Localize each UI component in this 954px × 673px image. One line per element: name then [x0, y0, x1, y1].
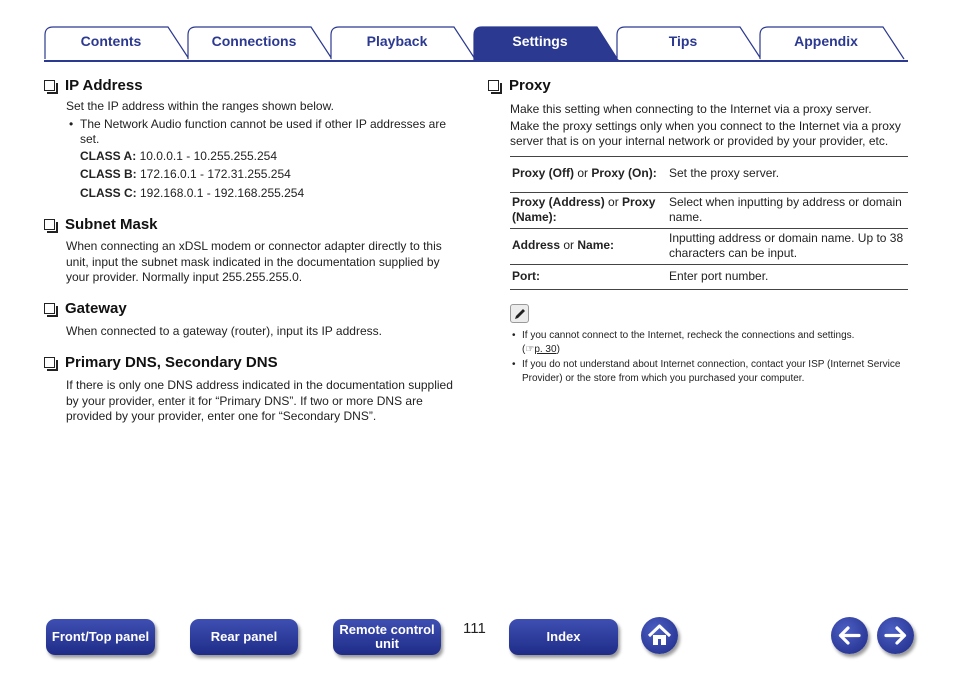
class-range: 10.0.0.1 - 10.255.255.254	[136, 148, 278, 163]
tab-playback[interactable]	[330, 26, 478, 60]
section-dns	[44, 351, 454, 425]
section-title: Subnet Mask	[65, 215, 158, 233]
section-title: IP Address	[65, 76, 143, 94]
section-heading	[488, 74, 910, 96]
tab-contents[interactable]	[44, 26, 192, 60]
class-b-line	[66, 167, 454, 183]
arrow-right-icon	[877, 617, 914, 654]
pencil-glyph	[513, 307, 527, 321]
key-part: Proxy (Address)	[512, 194, 605, 209]
paragraph: If there is only one DNS address indicated in the documentation supplied by your provider, enter it for “Primary DNS”. If two or more DNS are provided by your provider, enter one for “Secondary DNS”.	[66, 378, 453, 423]
tab-label: Contents	[80, 33, 142, 49]
section-ip-address	[44, 74, 454, 201]
tab-appendix[interactable]	[759, 26, 907, 60]
section-title: Primary DNS, Secondary DNS	[65, 353, 278, 371]
key-or: or	[574, 166, 592, 181]
back-button[interactable]	[831, 617, 868, 654]
paragraph: When connecting an xDSL modem or connector adapter directly to this unit, input the subnet mask indicated in the documentation supplied by your provider. Normally input 255.255.255.0.	[66, 239, 442, 284]
section-body	[44, 99, 454, 201]
arrow-left-icon	[831, 617, 868, 654]
checkbox-icon	[44, 357, 55, 368]
note-list	[510, 329, 910, 387]
reference-hand-icon: ☞	[525, 343, 535, 355]
class-label: CLASS A:	[80, 148, 137, 163]
checkbox-icon	[44, 80, 55, 91]
key-part: Port:	[512, 268, 540, 283]
section-subnet-mask	[44, 213, 454, 286]
front-top-panel-button[interactable]: Front/Top panel	[46, 619, 155, 655]
page-link[interactable]: p. 30	[534, 343, 557, 355]
section-heading	[44, 351, 454, 373]
left-column	[44, 74, 454, 437]
section-title: Gateway	[65, 300, 127, 317]
page-number: 111	[463, 620, 486, 637]
tab-connections[interactable]	[187, 26, 335, 60]
table-key	[510, 264, 669, 289]
paragraph: Set the IP address within the ranges shown below.	[66, 99, 334, 113]
tab-label: Tips	[668, 33, 698, 49]
tab-label: Playback	[366, 33, 428, 49]
class-range: 192.168.0.1 - 192.168.255.254	[136, 185, 305, 200]
tab-label: Appendix	[794, 33, 858, 49]
key-or: or	[604, 194, 623, 209]
table-value: Select when inputting by address or domain name.	[669, 194, 902, 224]
home-icon	[641, 617, 678, 654]
table-row	[510, 228, 908, 264]
tab-tips[interactable]	[616, 26, 764, 60]
tab-bar	[44, 26, 908, 62]
index-button[interactable]: Index	[509, 619, 618, 655]
table-value: Set the proxy server.	[669, 166, 780, 181]
checkbox-icon	[44, 219, 55, 230]
right-column	[488, 74, 910, 387]
checkbox-icon	[44, 303, 55, 314]
class-a-line	[66, 149, 454, 165]
section-title: Proxy	[509, 76, 551, 94]
section-heading	[44, 74, 454, 96]
table-key	[510, 228, 669, 264]
key-part: Address	[512, 238, 561, 253]
note-item: • If you cannot connect to the Internet, recheck the connections and settings. (☞p. 30)	[510, 329, 910, 358]
note-box	[488, 304, 910, 387]
table-key	[510, 192, 669, 228]
key-part: Proxy (Name):	[512, 194, 656, 224]
note-text: If you cannot connect to the Internet, recheck the connections and settings.	[522, 329, 855, 341]
class-label: CLASS C:	[80, 185, 137, 200]
class-range: 172.16.0.1 - 172.31.255.254	[136, 167, 291, 181]
table-row	[510, 264, 908, 289]
table-value: Enter port number.	[669, 268, 769, 283]
forward-button[interactable]	[877, 617, 914, 654]
tab-label: Settings	[512, 33, 568, 49]
table-value: Inputting address or domain name. Up to 38 characters can be input.	[669, 230, 904, 260]
table-row	[510, 192, 908, 228]
class-c-line	[66, 186, 454, 202]
section-gateway	[44, 298, 454, 340]
home-button[interactable]	[641, 617, 678, 654]
class-label: CLASS B:	[80, 167, 137, 181]
key-part: Name:	[577, 238, 615, 253]
key-part: Proxy (On):	[591, 166, 657, 181]
key-or: or	[560, 238, 578, 253]
checkbox-icon	[488, 80, 499, 91]
proxy-settings-table	[510, 156, 908, 290]
section-heading	[44, 213, 454, 235]
table-key	[510, 156, 669, 192]
table-row	[510, 156, 908, 192]
rear-panel-button[interactable]: Rear panel	[190, 619, 298, 655]
tab-underline	[44, 60, 908, 62]
paragraph: Make the proxy settings only when you connect to the Internet via a proxy server that is on your internal network or provided by your provider, etc.	[510, 118, 901, 148]
key-part: Proxy (Off)	[512, 166, 575, 181]
tab-label: Connections	[211, 33, 297, 49]
paragraph: Make this setting when connecting to the Internet via a proxy server.	[510, 102, 872, 116]
tab-settings[interactable]	[473, 26, 621, 60]
pencil-icon	[510, 304, 529, 323]
section-heading	[44, 298, 454, 320]
note-item: • If you do not understand about Internet connection, contact your ISP (Internet Service Provider) or the store from which you purchased your computer.	[510, 358, 910, 387]
bullet-item: • The Network Audio function cannot be used if other IP addresses are set.	[66, 117, 454, 148]
paragraph: When connected to a gateway (router), input its IP address.	[66, 323, 382, 338]
remote-control-button[interactable]: Remote control unit	[333, 619, 441, 655]
